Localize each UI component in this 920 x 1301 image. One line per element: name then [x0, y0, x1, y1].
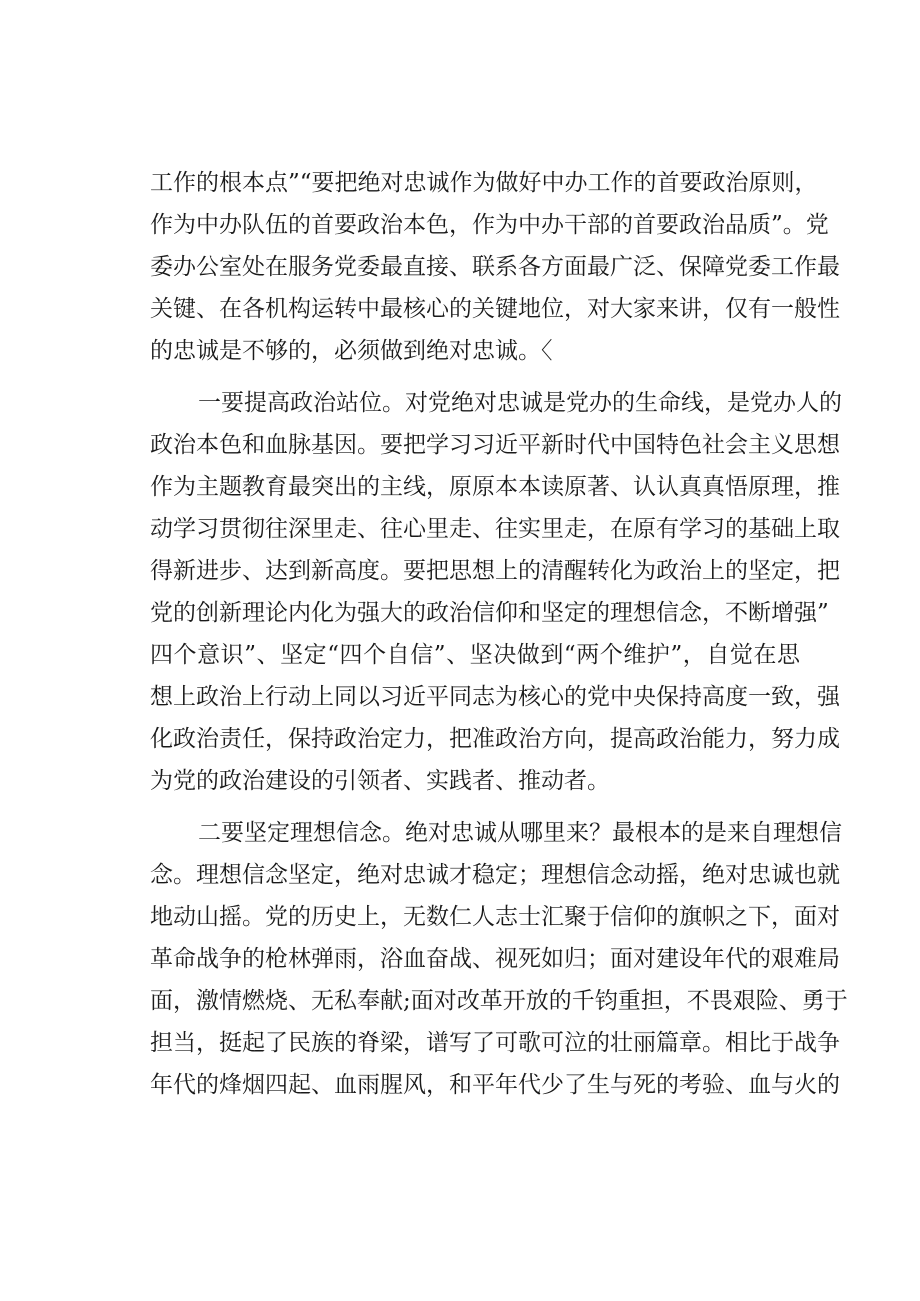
text-line: 革命战争的枪林弹雨，浴血奋战、视死如归；面对建设年代的艰难局	[150, 946, 840, 972]
text-line: 的忠诚是不够的，必须做到绝对忠诚。〈	[150, 338, 553, 364]
text-line: 得新进步、达到新高度。要把思想上的清醒转化为政治上的坚定，把	[150, 558, 840, 584]
text-line: 想上政治上行动上同以习近平同志为核心的党中央保持高度一致，强	[150, 684, 840, 710]
text-line: 为党的政治建设的引领者、实践者、推动者。	[150, 768, 610, 794]
text-line: 念。理想信念坚定，绝对忠诚才稳定；理想信念动摇，绝对忠诚也就	[150, 862, 840, 888]
text-line: 作为主题教育最突出的主线，原原本本读原著、认认真真悟原理，推	[150, 474, 840, 500]
text-line: 工作的根本点”“要把绝对忠诚作为做好中办工作的首要政治原则，	[150, 170, 818, 196]
text-line: 二要坚定理想信念。绝对忠诚从哪里来？最根本的是来自理想信	[198, 820, 842, 846]
text-line: 地动山摇。党的历史上，无数仁人志士汇聚于信仰的旗帜之下，面对	[150, 904, 840, 930]
text-line: 党的创新理论内化为强大的政治信仰和坚定的理想信念，不断增强”	[150, 600, 829, 626]
text-line: 一要提高政治站位。对党绝对忠诚是党办的生命线，是党办人的	[198, 390, 842, 416]
text-line: 担当，挺起了民族的脊梁，谱写了可歌可泣的壮丽篇章。相比于战争	[150, 1030, 840, 1056]
text-line: 委办公室处在服务党委最直接、联系各方面最广泛、保障党委工作最	[150, 254, 840, 280]
text-line: 动学习贯彻往深里走、往心里走、往实里走，在原有学习的基础上取	[150, 516, 840, 542]
text-line: 关键、在各机构运转中最核心的关键地位，对大家来讲，仅有一般性	[150, 296, 840, 322]
text-line: 作为中办队伍的首要政治本色，作为中办干部的首要政治品质”。党	[150, 212, 829, 238]
text-line: 面，激情燃烧、无私奉献;面对改革开放的千钧重担，不畏艰险、勇于	[150, 988, 848, 1014]
text-line: 四个意识”、坚定“四个自信”、坚决做到“两个维护”，自觉在思	[150, 642, 800, 668]
text-line: 化政治责任，保持政治定力，把准政治方向，提高政治能力，努力成	[150, 726, 840, 752]
text-line: 年代的烽烟四起、血雨腥风，和平年代少了生与死的考验、血与火的	[150, 1072, 840, 1098]
text-line: 政治本色和血脉基因。要把学习习近平新时代中国特色社会主义思想	[150, 432, 840, 458]
